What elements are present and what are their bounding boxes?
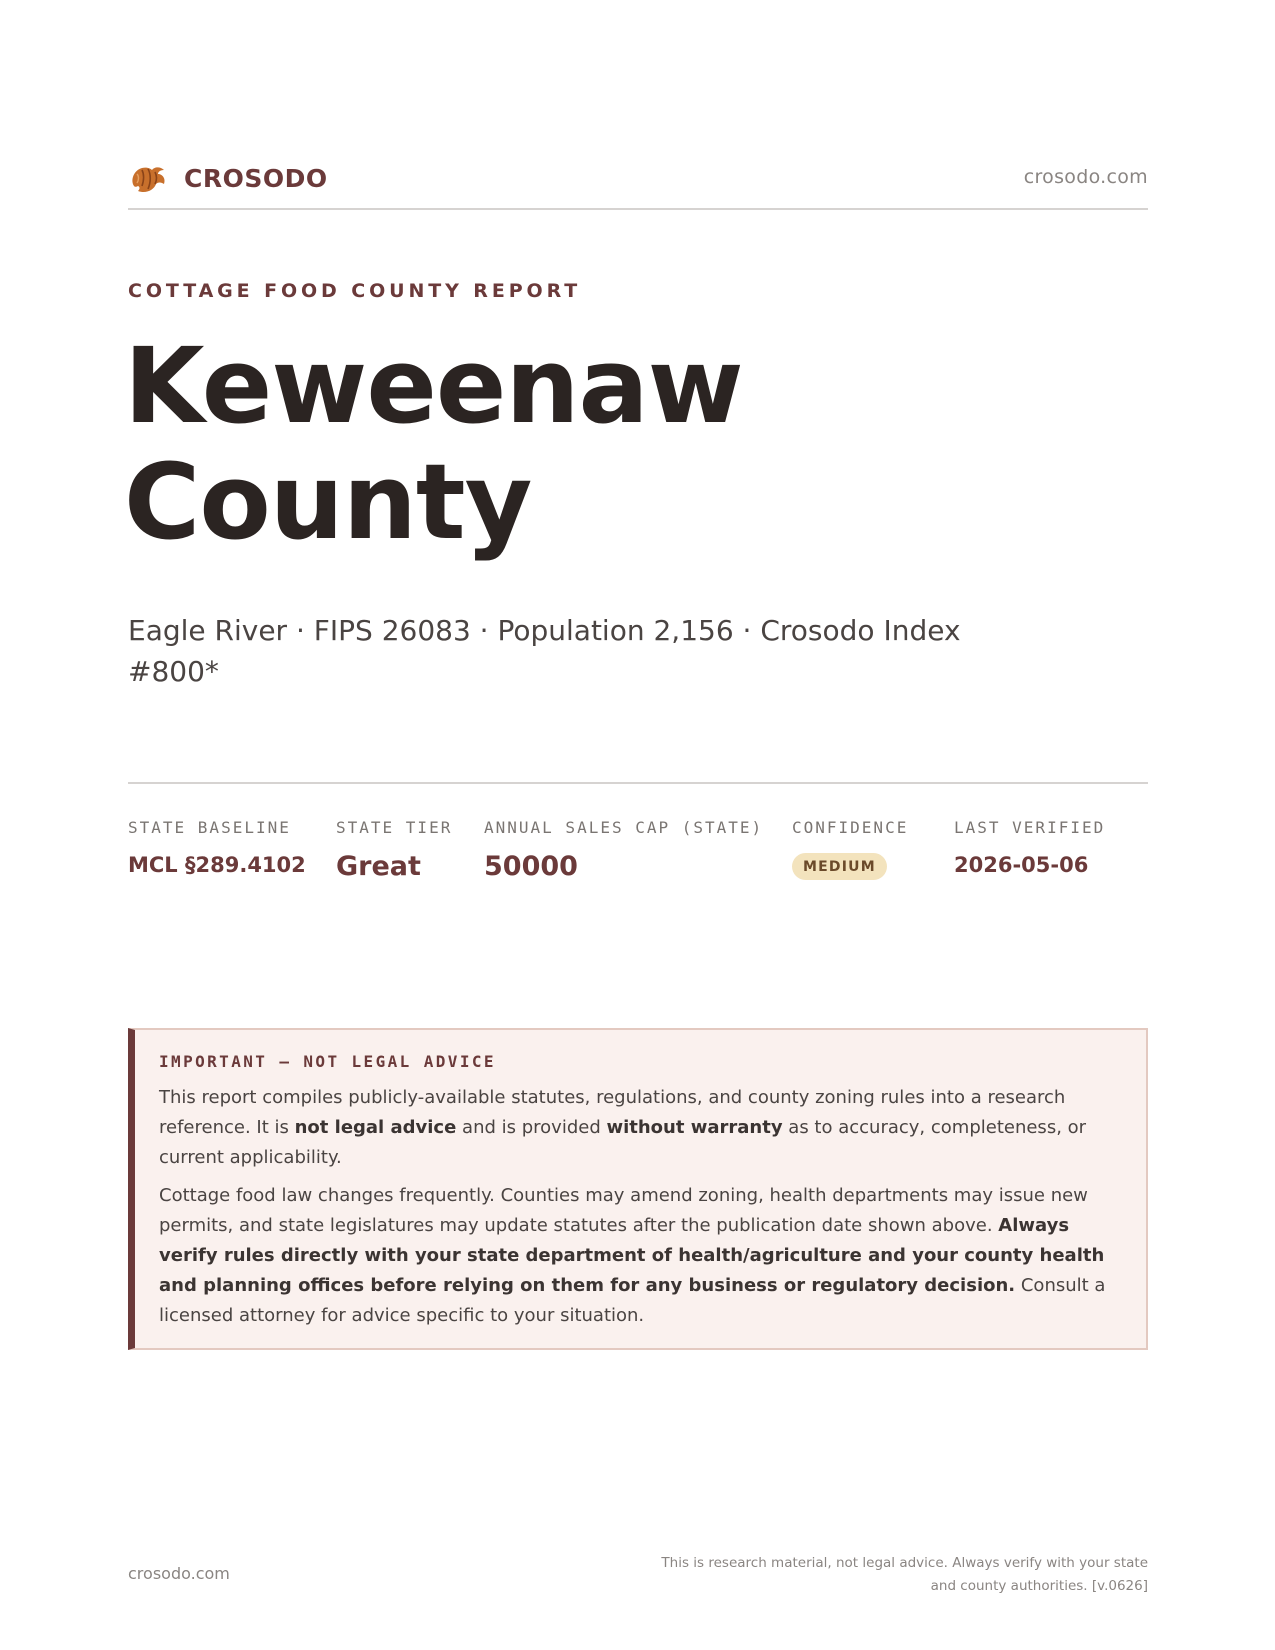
notice-paragraph-2 (159, 1181, 1122, 1331)
stat-value: MCL §289.4102 (128, 853, 306, 877)
confidence-badge: MEDIUM (792, 853, 887, 880)
footer-disclaimer (628, 1552, 1148, 1598)
legal-notice (128, 1028, 1148, 1350)
notice-emphasis: Always verify rules directly with your state department of health/agriculture and your county health and planning offices before relying on them for any business or regulatory decision. (159, 1215, 1105, 1296)
stat-value: Great (336, 851, 421, 882)
croissant-icon (128, 160, 168, 196)
notice-paragraph-1 (159, 1083, 1122, 1173)
county-subtitle: Eagle River · FIPS 26083 · Population 2,156 · Crosodo Index #800* (128, 614, 961, 688)
page-title (124, 325, 1024, 563)
stat-state-baseline (128, 818, 306, 877)
stat-last-verified (954, 818, 1105, 877)
stat-sales-cap (484, 818, 763, 882)
notice-text: as to accuracy, completeness, or current applicability. (159, 1117, 1087, 1168)
notice-text: Consult a licensed attorney for advice specific to your situation. (159, 1275, 1106, 1326)
notice-emphasis: not legal advice (294, 1117, 457, 1138)
notice-emphasis: without warranty (606, 1117, 783, 1138)
stat-label: CONFIDENCE (792, 818, 909, 837)
site-link[interactable]: crosodo.com (1023, 166, 1148, 188)
brand[interactable] (128, 160, 328, 196)
divider (128, 782, 1148, 784)
page-header (128, 158, 1148, 210)
footer-disclaimer-line-1: This is research material, not legal advice. Always verify with your state (661, 1555, 1148, 1571)
title-line-1: Keweenaw (124, 325, 743, 447)
notice-text: This report compiles publicly-available statutes, regulations, and county zoning rules into a research reference. It is (159, 1087, 1066, 1138)
stat-label: STATE BASELINE (128, 818, 291, 837)
report-eyebrow: COTTAGE FOOD COUNTY REPORT (128, 280, 582, 302)
notice-text: Cottage food law changes frequently. Counties may amend zoning, health departments may issue new permits, and state legislatures may update statutes after the publication date shown above. (159, 1185, 1088, 1236)
brand-name: CROSODO (184, 163, 328, 193)
stat-value: 2026-05-06 (954, 853, 1089, 877)
stat-label: STATE TIER (336, 818, 453, 837)
footer-site[interactable]: crosodo.com (128, 1564, 230, 1583)
stat-value: 50000 (484, 851, 578, 882)
stat-label: ANNUAL SALES CAP (STATE) (484, 818, 764, 837)
notice-title: IMPORTANT — NOT LEGAL ADVICE (159, 1052, 496, 1071)
stat-confidence (792, 818, 908, 880)
title-line-2: County (124, 441, 532, 563)
notice-text: and is provided (456, 1117, 607, 1138)
stat-label: LAST VERIFIED (954, 818, 1106, 837)
footer-disclaimer-line-2: and county authorities. [v.0626] (930, 1578, 1148, 1594)
stat-state-tier (336, 818, 452, 882)
